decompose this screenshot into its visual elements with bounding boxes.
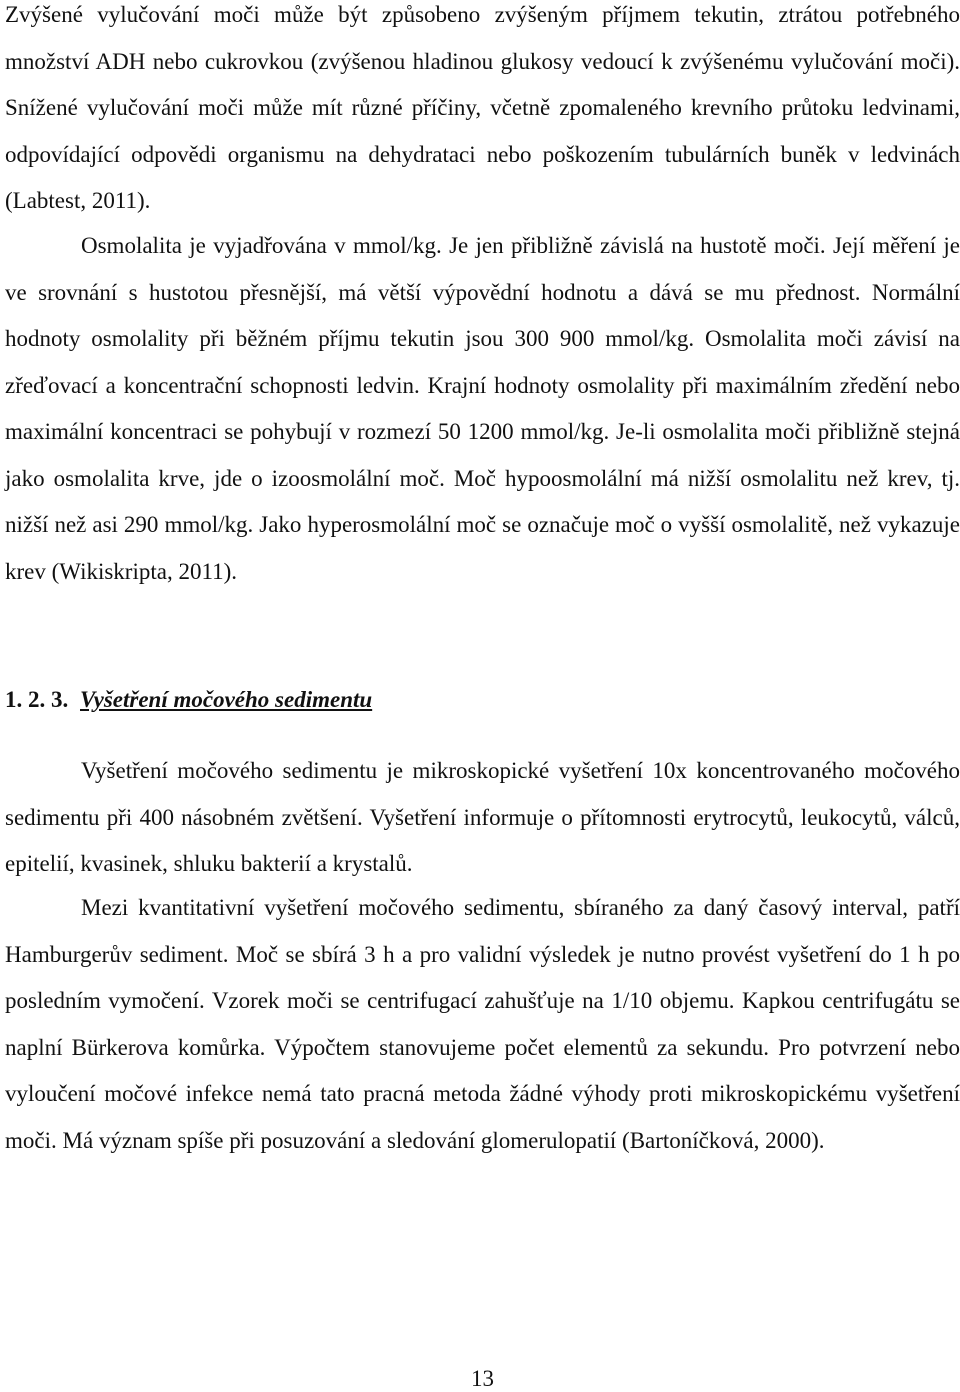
page-number: 13 <box>471 1366 494 1391</box>
section-number: 1. 2. 3. <box>5 687 69 712</box>
paragraph-hamburger-sediment: Mezi kvantitativní vyšetření močového sedimentu, sbíraného za daný časový interval, patří Hamburgerův sediment. Moč se sbírá 3 h a pro validní výsledek je nutno provést vyšetření do 1 h po posledním vymočení. Vzorek moči se centrifugací zahušťuje na 1/10 objemu. Kapkou centrifugátu se naplní Bürkerova komůrka. Výpočtem stanovujeme počet elementů za sekundu. Pro potvrzení nebo vyloučení močové infekce nemá tato pracná metoda žádné výhody proti mikroskopickému vyšetření moči. Má význam spíše při posuzování a sledování glomerulopatií (Bartoníčková, 2000). <box>5 895 960 1153</box>
section-title: Vyšetření močového sedimentu <box>80 687 373 712</box>
paragraph-osmolality: Osmolalita je vyjadřována v mmol/kg. Je jen přibližně závislá na hustotě moči. Její měření je ve srovnání s hustotou přesnější, má větší výpovědní hodnotu a dává se mu přednost. Normální hodnoty osmolality při běžném příjmu tekutin jsou 300 900 mmol/kg. Osmolalita moči závisí na zřeďovací a koncentrační schopnosti ledvin. Krajní hodnoty osmolality při maximálním zředění nebo maximální koncentraci se pohybují v rozmezí 50 1200 mmol/kg. Je-li osmolalita moči přibližně stejná jako osmolalita krve, jde o izoosmolální moč. Moč hypoosmolální má nižší osmolalitu než krev, tj. nižší než asi 290 mmol/kg. Jako hyperosmolální moč se označuje moč o vyšší osmolalitě, než vykazuje krev (Wikiskripta, 2011). <box>5 233 960 584</box>
paragraph-sediment-exam: Vyšetření močového sedimentu je mikroskopické vyšetření 10x koncentrovaného močového sedimentu při 400 násobném zvětšení. Vyšetření informuje o přítomnosti erytrocytů, leukocytů, válců, epitelií, kvasinek, shluku bakterií a krystalů. <box>5 758 960 876</box>
section-heading <box>5 680 372 720</box>
paragraph-urine-excretion: Zvýšené vylučování moči může být způsobeno zvýšeným příjmem tekutin, ztrátou potřebného množství ADH nebo cukrovkou (zvýšenou hladinou glukosy vedoucí k zvýšenému vylučování moči). Snížené vylučování moči může mít různé příčiny, včetně zpomaleného krevního průtoku ledvinami, odpovídající odpovědi organismu na dehydrataci nebo poškozením tubulárních buněk v ledvinách (Labtest, 2011). <box>5 2 960 213</box>
